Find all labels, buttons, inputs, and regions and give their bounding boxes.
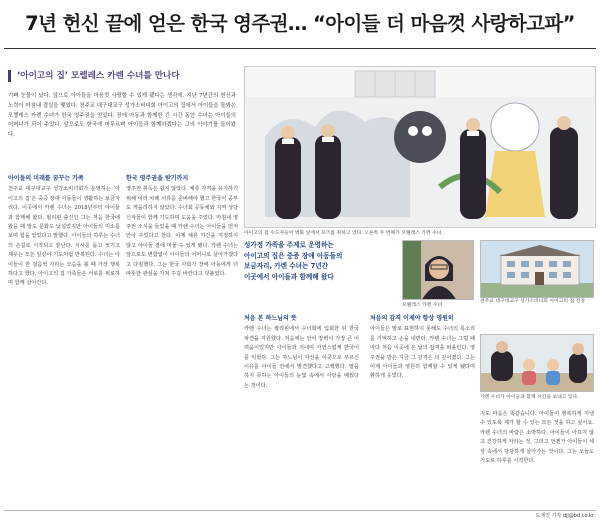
bottom-rule	[4, 510, 596, 511]
top-rule	[4, 48, 596, 49]
mural-photo-illustration	[245, 67, 596, 228]
section-title: 한국 영주권을 받기까지	[126, 175, 189, 182]
main-photo	[244, 66, 596, 228]
article-column-1	[8, 172, 120, 517]
headline: 7년 헌신 끝에 얻은 한국 영주권… “아이들 더 마음껏 사랑하고파”	[25, 12, 575, 35]
portrait-caption: 모렐레스 카렌 수녀	[402, 303, 443, 308]
section-title: 아이들의 미래를 꿈꾸는 가족	[8, 175, 84, 182]
activity-illustration	[481, 335, 594, 392]
main-photo-caption: 아이고의 집 수도자들이 벽화 앞에서 포즈를 취하고 있다. 오른쪽 두 번째가 모렐레스 카렌 수녀.	[244, 231, 443, 236]
pull-quote-line: 이곳에서 아이들과 함께해 왔다	[244, 272, 334, 281]
pull-quote	[244, 240, 414, 306]
column-text: 카렌 수녀는 필리핀에서 수녀회에 입회한 뒤 한국 파견을 자원했다. 처음에는 언어 장벽이 가장 큰 어려움이었지만 아이들과 지내며 자연스럽게 한국어를 익혔다. 그는 하느님이 자신을 이곳으로 부르신 이유를 아이들 안에서 발견했다고 고백했다. 말을 하지 못하는 아이들의 눈빛 속에서 사랑을 배웠다는 것이다.	[244, 326, 359, 389]
portrait-illustration	[403, 241, 474, 300]
pull-quote-line: 성가정 가족을 주제로 운영하는	[244, 241, 334, 249]
article-column-5	[480, 410, 594, 507]
column-text: 지도 마음은 똑같습니다. 아이들이 행복하게 지낼 수 있도록 제가 할 수 있는 모든 것을 하고 싶어요. 카렌 수녀의 바람은 소박하다. 아이들이 아프지 않고 건강하게 자라는 것, 그리고 언젠가 아이들이 세상 속에서 당당하게 살아가는 것이다. 그는 오늘도 기도로 하루를 시작한다.	[480, 411, 594, 465]
column-text: 천주교 대구대교구 성가소비녀회가 운영하는 ‘아이고의 집’은 중증 장애 아동들이 생활하는 보금자리다. 이곳에서 카렌 수녀는 2018년부터 아이들과 함께해 왔다. 필리핀 출신인 그는 처음 한국에 왔을 때 말도 문화도 낯설었지만 아이들의 미소를 보며 힘을 얻었다고 말했다. 아이들의 하루는 수녀의 손길로 시작되고 끝난다. 식사를 돕고 씻기고 재우는 모든 일상이 기도처럼 반복된다. 수녀는 아이들이 한 걸음씩 자라는 모습을 볼 때 가장 행복하다고 했다. 아이고의 집 가족들은 서로를 위로하며 함께 살아간다.	[8, 186, 120, 287]
lead-paragraph: 기뻐 눈물이 났다. 앞으로 아이들을 마음껏 사랑할 수 있게 됐다는 생각에. 지난 7년간의 헌신과 노력이 마침내 결실을 맺었다. 천주교 대구대교구 성가소비녀회 아이고의 집에서 아이들을 돌봐온 모렐레스 카렌 수녀가 한국 영주권을 얻었다. 장애 아동과 함께한 긴 시간 동안 수녀는 아이들의 어머니가 되어 주었다. 앞으로도 한국에 머무르며 아이들과 함께하겠다는 그의 이야기를 들어봤다.	[8, 93, 236, 139]
article-column-2	[126, 172, 238, 517]
byline: 도재진 기자 djj@bd.co.kr	[535, 513, 594, 519]
portrait-photo	[402, 240, 474, 300]
article-column-3	[244, 312, 359, 517]
activity-caption: 카렌 수녀가 아이들과 함께 시간을 보내고 있다.	[480, 395, 579, 400]
building-illustration	[481, 241, 594, 298]
pull-quote-line: 아이고의 집은 중증 장애 아동들의	[244, 251, 343, 260]
pull-quote-line: 보금자리, 카렌 수녀는 7년간	[244, 262, 329, 270]
section-title: 처음 본 하느님의 뜻	[244, 315, 297, 322]
section-title: 처음의 감격 이제야 항상 영원히	[370, 315, 454, 322]
building-caption: 천주교 대구대교구 성가소비녀회 아이고의 집 전경	[480, 299, 585, 304]
article-column-4	[370, 312, 475, 517]
building-photo	[480, 240, 594, 298]
column-text: 아이들은 말로 표현하지 못해도 수녀의 목소리를 기억하고 손을 내민다. 카렌 수녀는 그럴 때마다 처음 이곳에 온 날의 감격을 떠올린다. 영주권을 받은 지금 그 감격은 더 깊어졌다. 그는 이제 아이들과 영원히 함께할 수 있게 됐다며 환하게 웃었다.	[370, 326, 475, 380]
column-text: 영주권 취득은 쉽지 않았다. 체류 자격을 유지하기 위해 여러 차례 서류를 준비해야 했고 한국어 공부도 게을리하지 않았다. 수녀회 공동체와 지역 성당 신자들이 함께 기도하며 도움을 주었다. 마침내 영주권 소식을 들었을 때 카렌 수녀는 아이들을 먼저 안아 주었다고 한다. 이제 체류 기간을 걱정하지 않고 아이들 곁에 머물 수 있게 됐다. 카렌 수녀는 앞으로도 변함없이 아이들의 어머니로 살아가겠다고 다짐했다. 그는 한국 사회가 장애 아동에게 더 따뜻한 관심을 가져 주길 바란다고 덧붙였다.	[126, 186, 238, 278]
activity-photo	[480, 334, 594, 392]
subhead: ‘아이고의 집’ 모렐레스 카렌 수녀를 만나다	[8, 70, 234, 82]
